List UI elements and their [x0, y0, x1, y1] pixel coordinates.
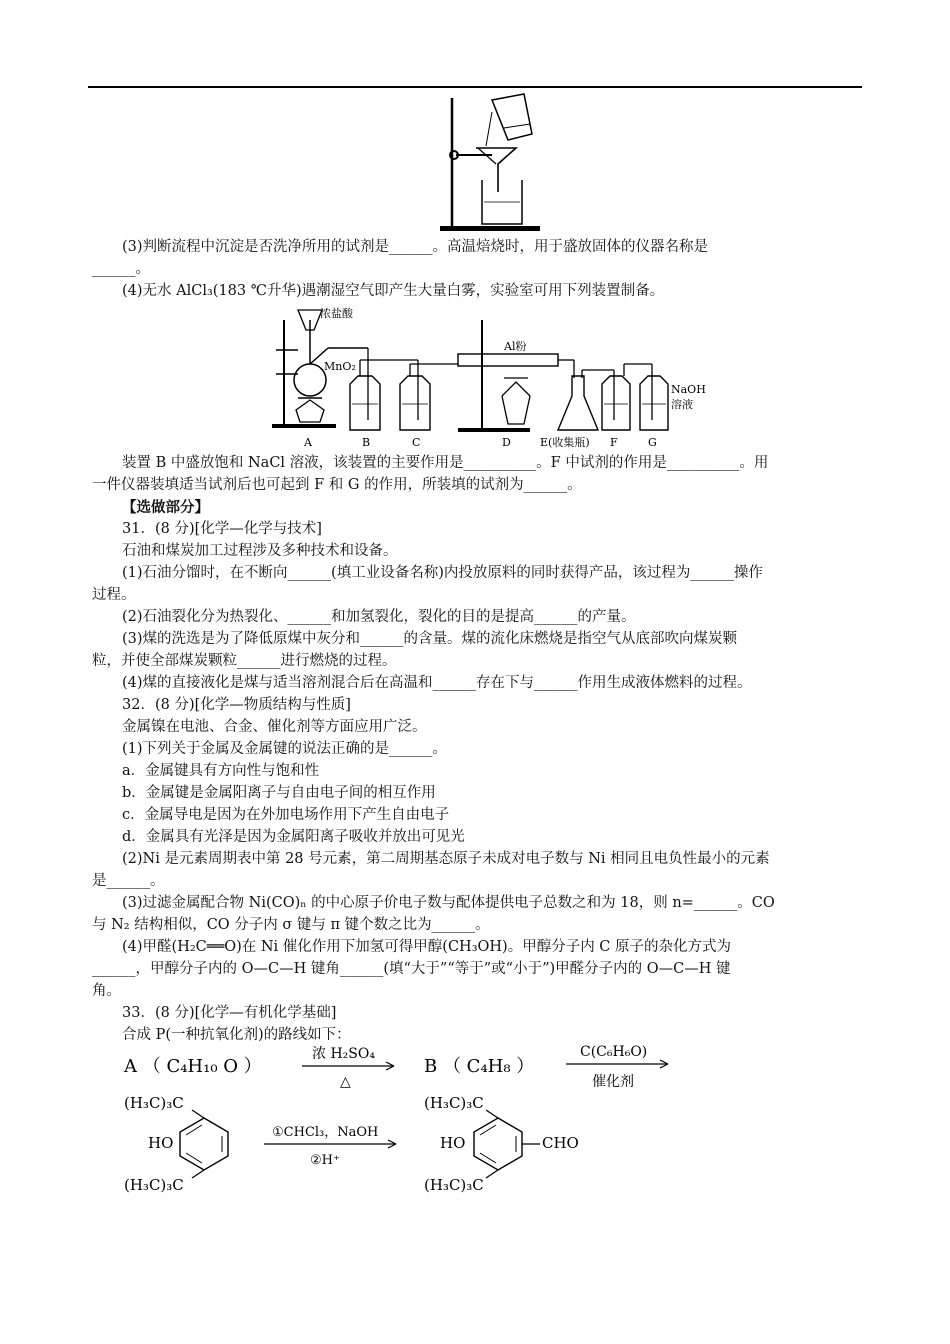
q31-part1-line1: (1)石油分馏时，在不断向______(填工业设备名称)内投放原料的同时获得产品，该过程为______操作	[122, 565, 763, 581]
q31-part3-line2: 粒，并使全部煤炭颗粒______进行燃烧的过程。	[92, 653, 397, 669]
label-f: F	[610, 436, 618, 449]
tbu-top-right: (H₃C)₃C	[424, 1094, 484, 1112]
label-conc-hcl: 浓盐酸	[320, 307, 353, 320]
cho-group: CHO	[542, 1134, 579, 1152]
reagent-1-bottom: △	[340, 1074, 351, 1090]
reagent-3-top: ①CHCl₃，NaOH	[272, 1125, 379, 1140]
reagent-2-bottom: 催化剂	[592, 1074, 634, 1090]
q32-part4-line2: ______，甲醇分子内的 O—C—H 键角______(填“大于”“等于”或“小于”)甲醛分子内的 O—C—H 键	[92, 961, 731, 977]
reagent-2-top: C(C₆H₆O)	[580, 1044, 648, 1060]
q4-line-1: (4)无水 AlCl₃(183 ℃升华)遇潮湿空气即产生大量白雾，实验室可用下列装置制备。	[122, 283, 665, 299]
label-a: A	[304, 436, 312, 449]
q33-intro: 合成 P(一种抗氧化剂)的路线如下：	[122, 1027, 351, 1043]
q32-option-d: d．金属具有光泽是因为金属阳离子吸收并放出可见光	[122, 829, 465, 845]
q3-line-2: ______。	[92, 261, 150, 277]
label-c: C	[412, 436, 421, 449]
compound-a: A （ C₄H₁₀ O ）	[124, 1056, 262, 1077]
q31-part3-line1: (3)煤的洗选是为了降低原煤中灰分和______的含量。煤的流化床燃烧是指空气从底部吹向煤炭颗	[122, 631, 738, 647]
tbu-bottom-left: (H₃C)₃C	[124, 1176, 184, 1194]
q31-intro: 石油和煤炭加工过程涉及多种技术和设备。	[122, 543, 398, 559]
header-rule	[88, 86, 862, 88]
q32-part4-line1: (4)甲醛(H₂C══O)在 Ni 催化作用下加氢可得甲醇(CH₃OH)。甲醇分子内 C 原子的杂化方式为	[122, 939, 732, 955]
filtration-apparatus-figure	[436, 94, 546, 236]
q4-line-2: 装置 B 中盛放饱和 NaCl 溶液，该装置的主要作用是__________。F 中试剂的作用是__________。用	[122, 455, 769, 471]
label-g: G	[648, 436, 657, 449]
label-d: D	[502, 436, 511, 449]
q31-part2: (2)石油裂化分为热裂化、______和加氢裂化，裂化的目的是提高______的产量。	[122, 609, 636, 625]
tbu-top-left: (H₃C)₃C	[124, 1094, 184, 1112]
q33-title: 33．(8 分)[化学—有机化学基础]	[122, 1005, 337, 1021]
q32-part3-line1: (3)过滤金属配合物 Ni(CO)ₙ 的中心原子价电子数与配体提供电子总数之和为 18，则 n=______。CO	[122, 895, 775, 911]
q32-title: 32．(8 分)[化学—物质结构与性质]	[122, 697, 351, 713]
ho-right: HO	[440, 1134, 466, 1152]
reagent-1-top: 浓 H₂SO₄	[312, 1046, 375, 1062]
q32-option-a: a．金属键具有方向性与饱和性	[122, 763, 320, 779]
synthesis-scheme	[118, 1038, 698, 1200]
q32-part1: (1)下列关于金属及金属键的说法正确的是______。	[122, 741, 448, 757]
q32-part2-line1: (2)Ni 是元素周期表中第 28 号元素，第二周期基态原子未成对电子数与 Ni 相同且电负性最小的元素	[122, 851, 770, 867]
tbu-bottom-right: (H₃C)₃C	[424, 1176, 484, 1194]
reagent-3-bottom: ②H⁺	[310, 1153, 340, 1168]
q31-part1-line2: 过程。	[92, 587, 136, 603]
label-al-powder: Al粉	[504, 340, 527, 353]
q32-option-c: c．金属导电是因为在外加电场作用下产生自由电子	[122, 807, 450, 823]
label-mno2: MnO₂	[324, 360, 356, 373]
q32-option-b: b．金属键是金属阳离子与自由电子间的相互作用	[122, 785, 436, 801]
optional-section-header: 【选做部分】	[122, 499, 209, 516]
q3-line-1: (3)判断流程中沉淀是否洗净所用的试剂是______。高温焙烧时，用于盛放固体的仪器名称是	[122, 239, 709, 255]
q32-part3-line2: 与 N₂ 结构相似，CO 分子内 σ 键与 π 键个数之比为______。	[92, 917, 490, 933]
compound-b: B （ C₄H₈ ）	[424, 1056, 535, 1077]
q32-part2-line2: 是______。	[92, 873, 165, 889]
label-b: B	[362, 436, 371, 449]
q32-part4-line3: 角。	[92, 983, 121, 999]
q32-intro: 金属镍在电池、合金、催化剂等方面应用广泛。	[122, 719, 427, 735]
label-solution: 溶液	[671, 398, 693, 411]
q4-line-3: 一件仪器装填适当试剂后也可起到 F 和 G 的作用，所装填的试剂为______。	[92, 477, 582, 493]
alcl3-apparatus-figure	[268, 300, 706, 452]
label-e: E(收集瓶)	[540, 436, 590, 449]
label-naoh: NaOH	[671, 383, 706, 396]
q31-title: 31．(8 分)[化学—化学与技术]	[122, 521, 322, 537]
ho-left: HO	[148, 1134, 174, 1152]
q31-part4: (4)煤的直接液化是煤与适当溶剂混合后在高温和______存在下与______作用生成液体燃料的过程。	[122, 675, 752, 691]
